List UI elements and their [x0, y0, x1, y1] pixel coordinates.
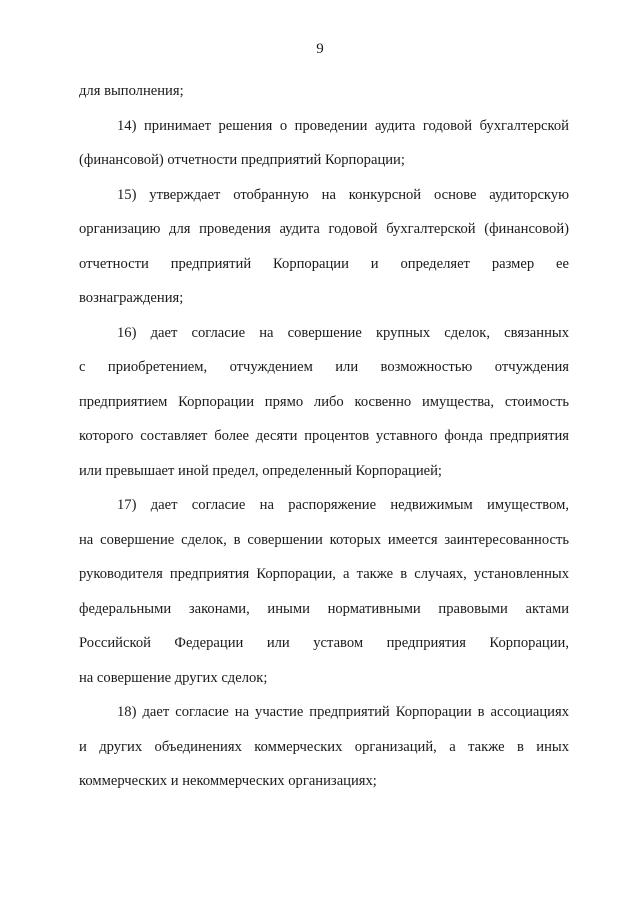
text-line: которого составляет более десяти процентов уставного фонда предприятия: [79, 428, 569, 444]
document-body: [79, 74, 569, 799]
paragraph-16: [79, 316, 569, 489]
text-line: 18) дает согласие на участие предприятий Корпорации в ассоциациях: [117, 704, 569, 720]
text-line: на совершение сделок, в совершении которых имеется заинтересованность: [79, 531, 569, 548]
text-line: Российской Федерации или уставом предприятия Корпорации,: [79, 635, 569, 651]
text-line: 17) дает согласие на распоряжение недвижимым имуществом,: [117, 497, 569, 513]
paragraph-15: [79, 178, 569, 316]
text-line: (финансовой) отчетности предприятий Корпорации;: [79, 152, 405, 168]
text-line: и других объединениях коммерческих организаций, а также в иных: [79, 738, 569, 755]
text-line: организацию для проведения аудита годовой бухгалтерской (финансовой): [79, 221, 569, 237]
text-line: 14) принимает решения о проведении аудита годовой бухгалтерской: [117, 117, 569, 134]
paragraph-13-tail: [79, 74, 569, 109]
text-line: с приобретением, отчуждением или возможностью отчуждения: [79, 359, 569, 375]
text-line: 16) дает согласие на совершение крупных сделок, связанных: [117, 324, 569, 341]
text-line: вознаграждения;: [79, 290, 184, 306]
paragraph-18: [79, 695, 569, 799]
text-line: предприятием Корпорации прямо либо косвенно имущества, стоимость: [79, 393, 569, 410]
page-number: 9: [316, 41, 324, 57]
text-line: на совершение других сделок;: [79, 669, 268, 686]
text-line: для выполнения;: [79, 83, 184, 99]
text-line: 15) утверждает отобранную на конкурсной основе аудиторскую: [117, 186, 569, 203]
paragraph-14: [79, 109, 569, 178]
text-line: или превышает иной предел, определенный Корпорацией;: [79, 462, 442, 479]
text-line: руководителя предприятия Корпорации, а также в случаях, установленных: [79, 566, 569, 582]
text-line: коммерческих и некоммерческих организациях;: [79, 773, 377, 789]
paragraph-17: [79, 488, 569, 695]
text-line: отчетности предприятий Корпорации и определяет размер ее: [79, 255, 569, 272]
text-line: федеральными законами, иными нормативными правовыми актами: [79, 600, 569, 617]
